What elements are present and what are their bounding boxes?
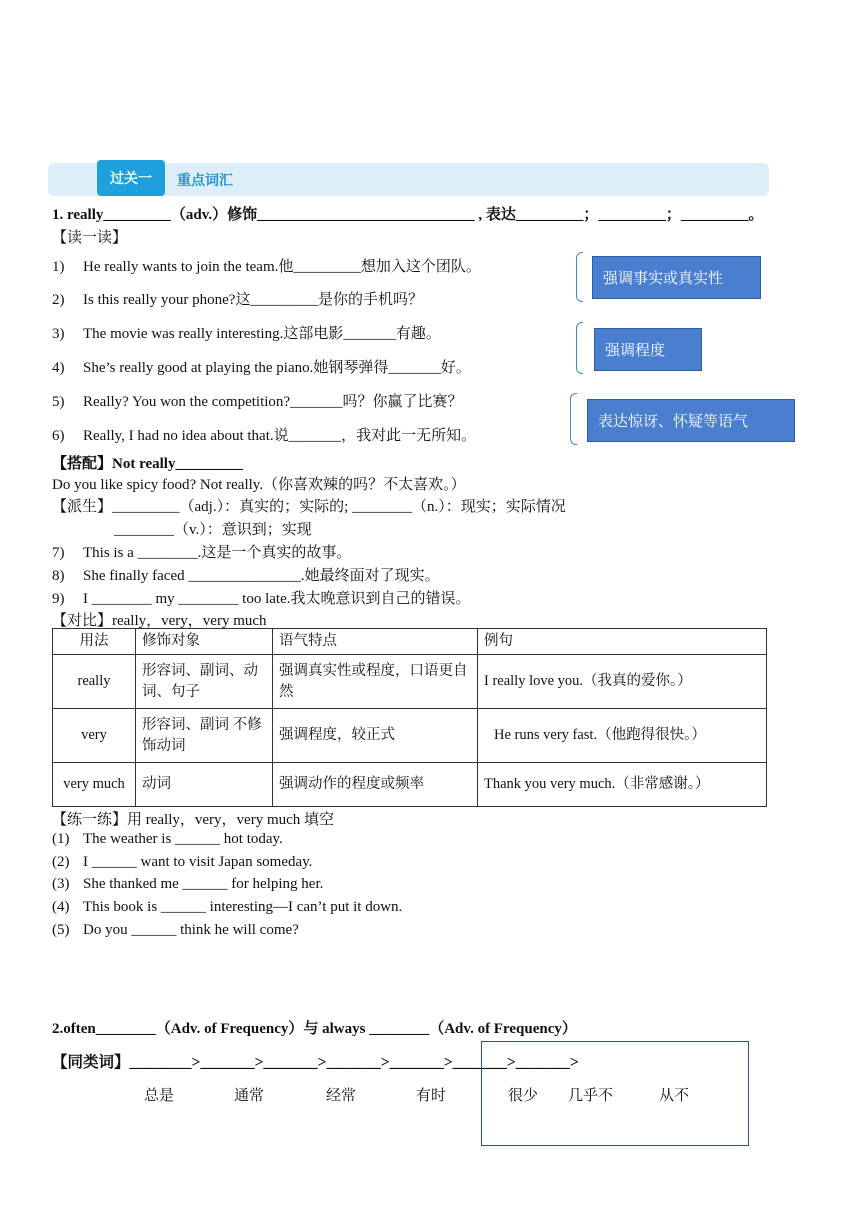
item-text: She thanked me ______ for helping her.	[83, 876, 324, 892]
item-text: She finally faced _______________.她最终面对了现实。	[83, 568, 440, 584]
bracket-2	[576, 322, 583, 374]
cell-tone: 强调程度，较正式	[273, 709, 478, 763]
cell-example: He runs very fast.（他跑得很快。）	[478, 709, 767, 763]
collocation-label: 【搭配】Not really_________	[52, 456, 243, 472]
freq-word-sometimes: 有时	[416, 1086, 447, 1104]
callout-fact: 强调事实或真实性	[592, 256, 761, 299]
derivation-line-2: ________（v.）：意识到；实现	[114, 522, 312, 538]
item-number: (1)	[52, 831, 70, 847]
derivation-item-9	[52, 587, 470, 608]
item-number: 7)	[52, 545, 65, 561]
item-text: The movie was really interesting.这部电影_______有趣。	[83, 326, 441, 342]
read-item-2	[52, 288, 423, 309]
item-text: She’s really good at playing the piano.她钢琴弹得_______好。	[83, 360, 471, 376]
collocation-example: Do you like spicy food? Not really.（你喜欢辣的吗？不太喜欢。）	[52, 477, 466, 493]
derivation-item-8	[52, 564, 440, 585]
read-item-4	[52, 356, 471, 377]
cell-word: very	[53, 709, 136, 763]
item-number: 1)	[52, 259, 65, 275]
cell-target: 动词	[136, 763, 273, 807]
practice-item-1	[52, 831, 283, 848]
item-number: 9)	[52, 591, 65, 607]
section-title: 重点词汇	[177, 172, 233, 188]
header-tone: 语气特点	[273, 629, 478, 655]
header-usage: 用法	[53, 629, 136, 655]
freq-word-always: 总是	[144, 1086, 175, 1104]
cell-example: I really love you.（我真的爱你。）	[478, 655, 767, 709]
cell-tone: 强调动作的程度或频率	[273, 763, 478, 807]
item-number: 4)	[52, 360, 65, 376]
read-item-3	[52, 322, 441, 343]
freq-word-usually: 通常	[234, 1086, 265, 1104]
freq-word-never: 从不	[659, 1086, 690, 1104]
compare-table	[52, 628, 767, 807]
practice-item-5	[52, 922, 299, 939]
item-number: 5)	[52, 394, 65, 410]
synonyms-label: 【同类词】________>_______>_______>_______>_______>_______>_______>	[52, 1054, 579, 1071]
practice-item-2	[52, 854, 312, 871]
derivation-item-7	[52, 541, 351, 562]
item-text: Really, I had no idea about that.说_______，我对此一无所知。	[83, 428, 477, 444]
item-number: (3)	[52, 876, 70, 892]
compare-label: 【对比】really，very，very much	[52, 613, 267, 629]
section-tab: 过关一	[97, 160, 165, 196]
cell-tone: 强调真实性或程度，口语更自然	[273, 655, 478, 709]
practice-label: 【练一练】用 really，very，very much 填空	[52, 812, 335, 828]
vocab-heading-really: 1. really_________（adv.）修饰_____________________________ , 表达_________；_________；_________。	[52, 207, 764, 223]
read-item-6	[52, 424, 476, 445]
table-header-row	[53, 629, 767, 655]
item-text: He really wants to join the team.他_________想加入这个团队。	[83, 259, 481, 275]
item-number: (2)	[52, 854, 70, 870]
bracket-3	[570, 393, 577, 445]
item-text: The weather is ______ hot today.	[83, 831, 283, 847]
freq-word-often: 经常	[326, 1086, 357, 1104]
item-number: (5)	[52, 922, 70, 938]
freq-word-seldom: 很少	[508, 1086, 539, 1104]
callout-tone: 表达惊讶、怀疑等语气	[587, 399, 795, 442]
item-number: 2)	[52, 292, 65, 308]
item-text: This book is ______ interesting—I can’t put it down.	[83, 899, 403, 915]
header-target: 修饰对象	[136, 629, 273, 655]
item-text: This is a ________.这是一个真实的故事。	[83, 545, 352, 561]
freq-word-hardly: 几乎不	[568, 1086, 614, 1104]
item-number: (4)	[52, 899, 70, 915]
item-text: I ______ want to visit Japan someday.	[83, 854, 313, 870]
table-row	[53, 709, 767, 763]
item-number: 8)	[52, 568, 65, 584]
bracket-1	[576, 252, 583, 302]
read-label: 【读一读】	[52, 230, 128, 246]
cell-target: 形容词、副词、动词、句子	[136, 655, 273, 709]
vocab-heading-often: 2.often________（Adv. of Frequency）与 always ________（Adv. of Frequency）	[52, 1021, 577, 1037]
cell-word: really	[53, 655, 136, 709]
read-item-1	[52, 255, 481, 276]
derivation-line-1: 【派生】_________（adj.）：真实的；实际的; ________（n.）：现实；实际情况	[52, 499, 566, 515]
cell-target: 形容词、副词 不修饰动词	[136, 709, 273, 763]
callout-degree: 强调程度	[594, 328, 702, 371]
item-text: Really? You won the competition?_______吗？你赢了比赛？	[83, 394, 463, 410]
item-text: I ________ my ________ too late.我太晚意识到自己的错误。	[83, 591, 471, 607]
item-number: 6)	[52, 428, 65, 444]
item-text: Do you ______ think he will come?	[83, 922, 299, 938]
cell-example: Thank you very much.（非常感谢。）	[478, 763, 767, 807]
read-item-5	[52, 390, 463, 411]
table-row	[53, 763, 767, 807]
item-text: Is this really your phone?这_________是你的手机吗？	[83, 292, 423, 308]
table-row	[53, 655, 767, 709]
practice-item-4	[52, 899, 402, 916]
header-example: 例句	[478, 629, 767, 655]
practice-item-3	[52, 876, 323, 893]
cell-word: very much	[53, 763, 136, 807]
item-number: 3)	[52, 326, 65, 342]
